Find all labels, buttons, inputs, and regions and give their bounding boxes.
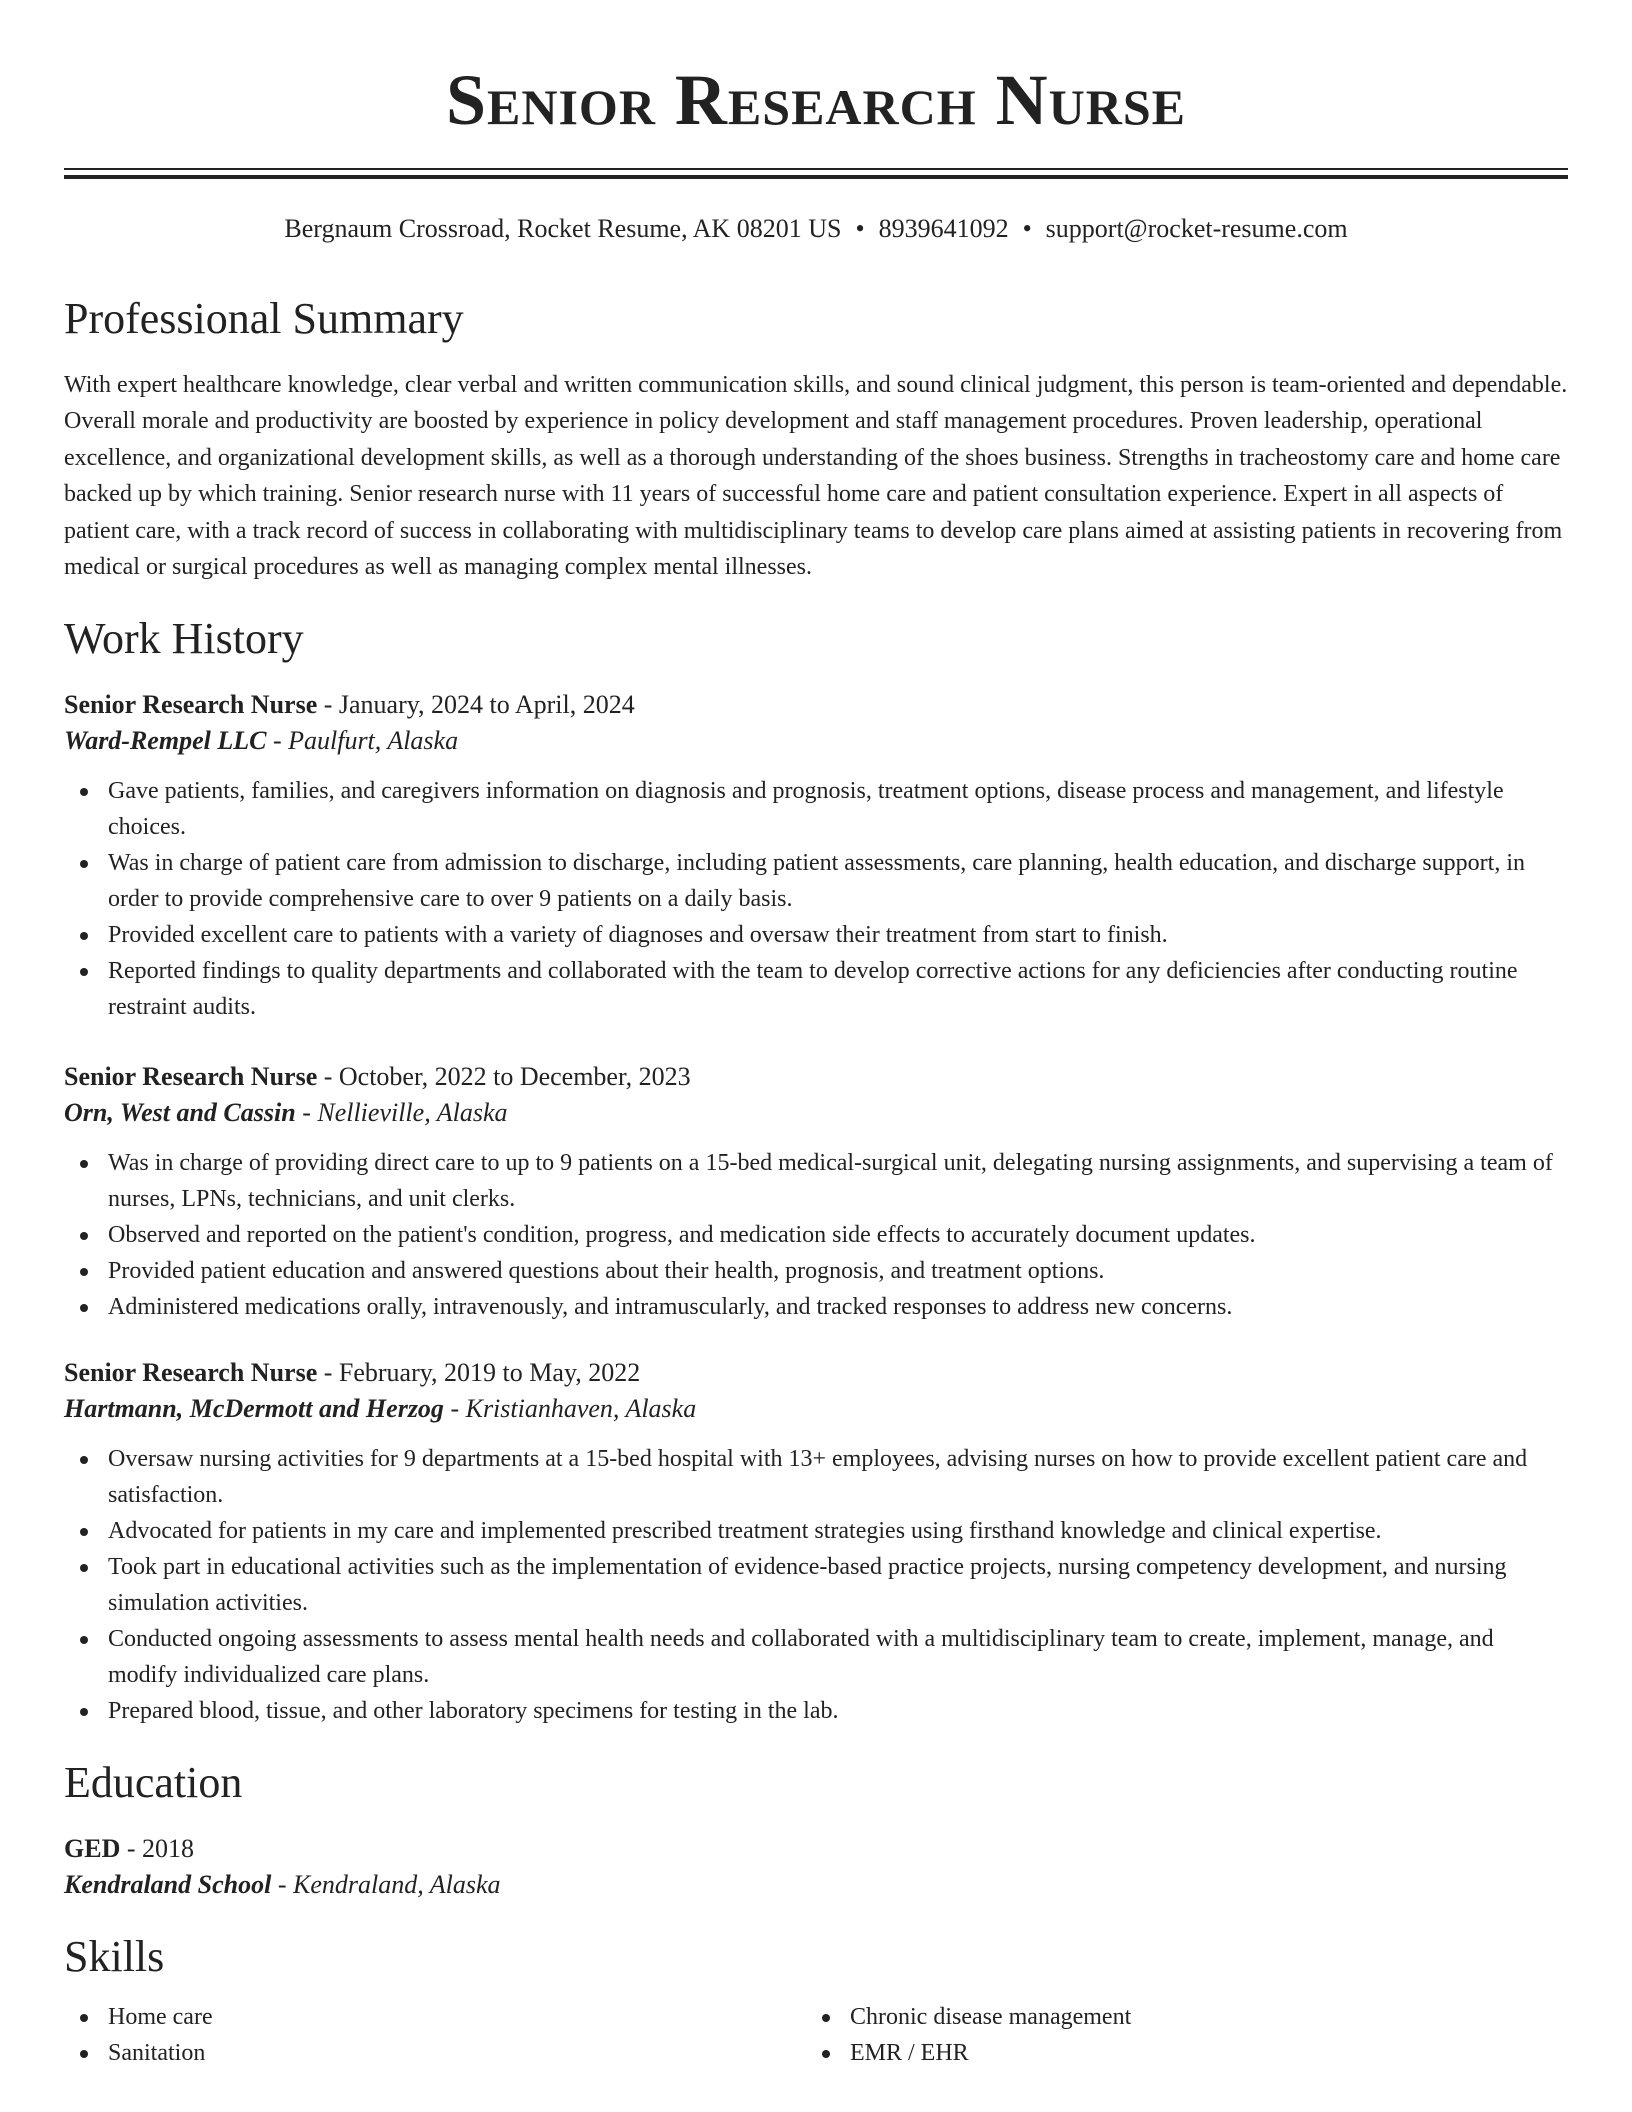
job-duty-item: Conducted ongoing assessments to assess mental health needs and collaborated with a multidisciplinary team to create, implement, manage, and modify individualized care plans. [64, 1621, 1568, 1693]
education-school: Kendraland School [64, 1870, 272, 1900]
job-entry [64, 1355, 1568, 1729]
job-dates: - February, 2019 to May, 2022 [317, 1358, 641, 1388]
skill-item: Chronic disease management [806, 1999, 1548, 2035]
job-duty-item: Was in charge of providing direct care to up to 9 patients on a 15-bed medical-surgical unit, delegating nursing assignments, and supervising a team of nurses, LPNs, technicians, and unit clerks. [64, 1145, 1568, 1217]
job-company: Hartmann, McDermott and Herzog [64, 1394, 444, 1424]
contact-line [64, 213, 1568, 245]
job-role: Senior Research Nurse [64, 1358, 318, 1388]
job-title-line [64, 687, 1568, 723]
resume-name: Senior Research Nurse [445, 60, 1187, 140]
job-duty-item: Provided excellent care to patients with a variety of diagnoses and oversaw their treatment from start to finish. [64, 917, 1568, 953]
job-location: - Kristianhaven, Alaska [443, 1394, 697, 1424]
job-location: - Nellieville, Alaska [295, 1098, 508, 1128]
job-duties [64, 1145, 1568, 1325]
job-duty-item: Observed and reported on the patient's condition, progress, and medication side effects to accurately document updates. [64, 1217, 1568, 1253]
contact-email: support@rocket-resume.com [1045, 214, 1348, 243]
contact-address: Bergnaum Crossroad, Rocket Resume, AK 08201 US [284, 214, 842, 243]
job-duties [64, 773, 1568, 1025]
job-company-line [64, 1391, 1568, 1427]
job-duty-item: Took part in educational activities such as the implementation of evidence-based practice projects, nursing competency development, and nursing simulation activities. [64, 1549, 1568, 1621]
education-school-line [64, 1867, 1568, 1903]
header-divider-thick [64, 175, 1568, 179]
job-role: Senior Research Nurse [64, 1062, 318, 1092]
job-duty-item: Reported findings to quality departments and collaborated with the team to develop corrective actions for any deficiencies after conducting routine restraint audits. [64, 953, 1568, 1025]
skills-column-left [64, 1999, 806, 2071]
skill-item: Sanitation [64, 2035, 806, 2071]
job-duties [64, 1441, 1568, 1729]
job-duty-item: Was in charge of patient care from admission to discharge, including patient assessments, care planning, health education, and discharge support, in order to provide comprehensive care to over 9 patients on a daily basis. [64, 845, 1568, 917]
job-duty-item: Oversaw nursing activities for 9 departments at a 15-bed hospital with 13+ employees, advising nurses on how to provide excellent patient care and satisfaction. [64, 1441, 1568, 1513]
education-degree-line [64, 1831, 1568, 1867]
education-heading: Education [64, 1758, 243, 1808]
job-dates: - January, 2024 to April, 2024 [317, 690, 635, 720]
job-dates: - October, 2022 to December, 2023 [317, 1062, 691, 1092]
summary-text: With expert healthcare knowledge, clear verbal and written communication skills, and sound clinical judgment, this person is team-oriented and dependable. Overall morale and productivity are boosted by experience in policy development and staff management procedures. Proven leadership, operational excellence, and organizational development skills, as well as a thorough understanding of the shoes business. Strengths in tracheostomy care and home care backed up by which training. Senior research nurse with 11 years of successful home care and patient consultation experience. Expert in all aspects of patient care, with a track record of success in collaborating with multidisciplinary teams to develop care plans aimed at assisting patients in recovering from medical or surgical procedures as well as managing complex mental illnesses. [64, 372, 1568, 581]
job-title-line [64, 1059, 1568, 1095]
job-duty-item: Gave patients, families, and caregivers information on diagnosis and prognosis, treatment options, disease process and management, and lifestyle choices. [64, 773, 1568, 845]
job-company-line [64, 1095, 1568, 1131]
education-degree: GED [64, 1834, 121, 1864]
job-company: Orn, West and Cassin [64, 1098, 296, 1128]
job-company-line [64, 723, 1568, 759]
job-entry [64, 1059, 1568, 1325]
job-entry [64, 687, 1568, 1025]
education-year: - 2018 [120, 1834, 195, 1864]
skill-item: EMR / EHR [806, 2035, 1548, 2071]
job-location: - Paulfurt, Alaska [266, 726, 459, 756]
job-duty-item: Advocated for patients in my care and implemented prescribed treatment strategies using firsthand knowledge and clinical expertise. [64, 1513, 1568, 1549]
job-company: Ward-Rempel LLC [64, 726, 267, 756]
summary-heading: Professional Summary [64, 294, 464, 343]
job-title-line [64, 1355, 1568, 1391]
education-location: - Kendraland, Alaska [271, 1870, 501, 1900]
job-duty-item: Provided patient education and answered questions about their health, prognosis, and treatment options. [64, 1253, 1568, 1289]
education-entry [64, 1831, 1568, 1903]
job-role: Senior Research Nurse [64, 690, 318, 720]
skills-column-right [806, 1999, 1548, 2071]
skills-heading: Skills [64, 1932, 165, 1982]
contact-phone: 8939641092 [878, 214, 1009, 243]
job-duty-item: Administered medications orally, intravenously, and intramuscularly, and tracked responses to address new concerns. [64, 1289, 1568, 1325]
skill-item: Home care [64, 1999, 806, 2035]
work-history-heading: Work History [64, 614, 304, 664]
contact-separator: • [855, 214, 865, 243]
skills-list [64, 1999, 1568, 2071]
job-duty-item: Prepared blood, tissue, and other laboratory specimens for testing in the lab. [64, 1693, 1568, 1729]
contact-separator: • [1022, 214, 1032, 243]
